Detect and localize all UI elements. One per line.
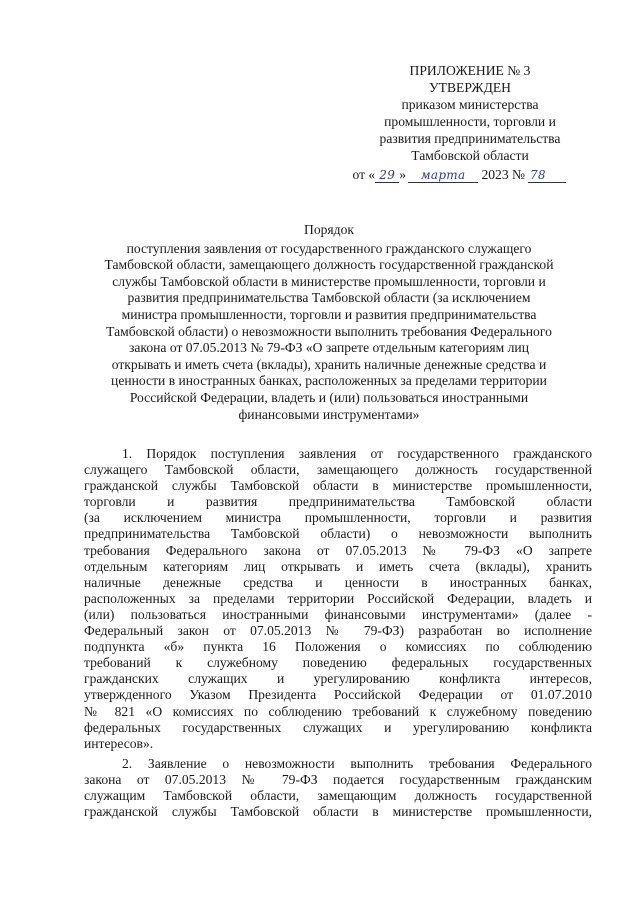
body-line: гражданской службы Тамбовской области в министерстве промышленности, bbox=[84, 804, 592, 820]
body-line: 1. Порядок поступления заявления от государственного гражданского bbox=[122, 446, 592, 461]
body-line: наличные денежные средства и ценности в иностранных банках, bbox=[84, 574, 592, 590]
body-line: федеральных государственных служащих и урегулированию конфликта bbox=[84, 719, 592, 735]
body-line: торговли и развития предпринимательства Тамбовской области bbox=[84, 494, 592, 510]
body-line: гражданской службы Тамбовской области в министерстве промышленности, bbox=[84, 478, 592, 494]
body-line: Федеральный закон от 07.05.2013 № 79-ФЗ) разработан во исполнение bbox=[84, 623, 592, 639]
order-date-line bbox=[330, 166, 610, 183]
approval-line-5: развития предпринимательства bbox=[379, 131, 561, 146]
body-line: предпринимательства Тамбовской области) о невозможности выполнить bbox=[84, 526, 592, 542]
approval-line-6: Тамбовской области bbox=[411, 148, 529, 163]
body-line: гражданских служащих и урегулированию конфликта интересов, bbox=[84, 671, 592, 687]
body-line: утвержденного Указом Президента Российской Федерации от 01.07.2010 bbox=[84, 687, 592, 703]
title-line: развития предпринимательства Тамбовской области (за исключением bbox=[127, 290, 531, 306]
body-line: закона от 07.05.2013 № 79-ФЗ подается государственным гражданским bbox=[84, 771, 592, 787]
title-line: закона от 07.05.2013 № 79-ФЗ «О запрете отдельным категориям лиц bbox=[129, 340, 529, 356]
body-line: требования Федерального закона от 07.05.2013 № 79-ФЗ «О запрете bbox=[84, 542, 592, 558]
appendix-number: ПРИЛОЖЕНИЕ № 3 bbox=[409, 63, 531, 78]
title-line: поступления заявления от государственного гражданского служащего bbox=[126, 240, 532, 256]
title-line: финансовыми инструментами» bbox=[238, 406, 420, 422]
title-line: ценности в иностранных банках, расположенных за пределами территории bbox=[111, 373, 547, 389]
body-line: служащего Тамбовской области, замещающего должность государственной bbox=[84, 462, 592, 478]
body-line: (или) пользоваться иностранными финансовыми инструментами» (далее - bbox=[84, 606, 592, 622]
document-title bbox=[84, 222, 574, 423]
approval-line-3: приказом министерства bbox=[401, 97, 539, 112]
body-line: требований к служебному поведению федеральных государственных bbox=[84, 655, 592, 671]
title-line: Тамбовской области, замещающего должность государственной гражданской bbox=[104, 257, 554, 273]
body-line: подпункта «б» пункта 16 Положения о комиссиях по соблюдению bbox=[84, 639, 592, 655]
order-mid: » bbox=[399, 167, 407, 182]
title-line: открывать и иметь счета (вклады), хранить наличные денежные средства и bbox=[111, 356, 547, 372]
order-year: 2023 № bbox=[481, 167, 525, 182]
body-line: № 821 «О комиссиях по соблюдению требований к служебному поведению bbox=[84, 703, 592, 719]
title-heading: Порядок bbox=[304, 222, 354, 237]
title-line: службы Тамбовской области в министерстве промышленности, торговли и bbox=[112, 273, 546, 289]
body-line: интересов». bbox=[84, 735, 154, 751]
title-line: Тамбовской области) о невозможности выполнить требования Федерального bbox=[106, 323, 552, 339]
body-line: (за исключением министра промышленности, торговли и развития bbox=[84, 510, 592, 526]
handwritten-month: марта bbox=[408, 169, 478, 183]
approval-line-4: промышленности, торговли и bbox=[384, 114, 556, 129]
body-line: отдельным категориям лиц открывать и иметь счета (вклады), хранить bbox=[84, 558, 592, 574]
document-body bbox=[84, 446, 592, 820]
body-line: расположенных за пределами территории Российской Федерации, владеть и bbox=[84, 590, 592, 606]
title-line: Российской Федерации, владеть и (или) пользоваться иностранными bbox=[129, 389, 529, 405]
body-line: служащим Тамбовской области, замещающим должность государственной bbox=[84, 787, 592, 803]
handwritten-order-number: 78 bbox=[528, 169, 566, 183]
approved-label: УТВЕРЖДЕН bbox=[429, 80, 511, 95]
order-prefix: от « bbox=[352, 167, 376, 182]
handwritten-day: 29 bbox=[375, 169, 399, 183]
body-line: 2. Заявление о невозможности выполнить требования Федерального bbox=[122, 755, 592, 771]
title-line: министра промышленности, торговли и развития предпринимательства bbox=[121, 306, 537, 322]
approval-block bbox=[330, 62, 610, 183]
